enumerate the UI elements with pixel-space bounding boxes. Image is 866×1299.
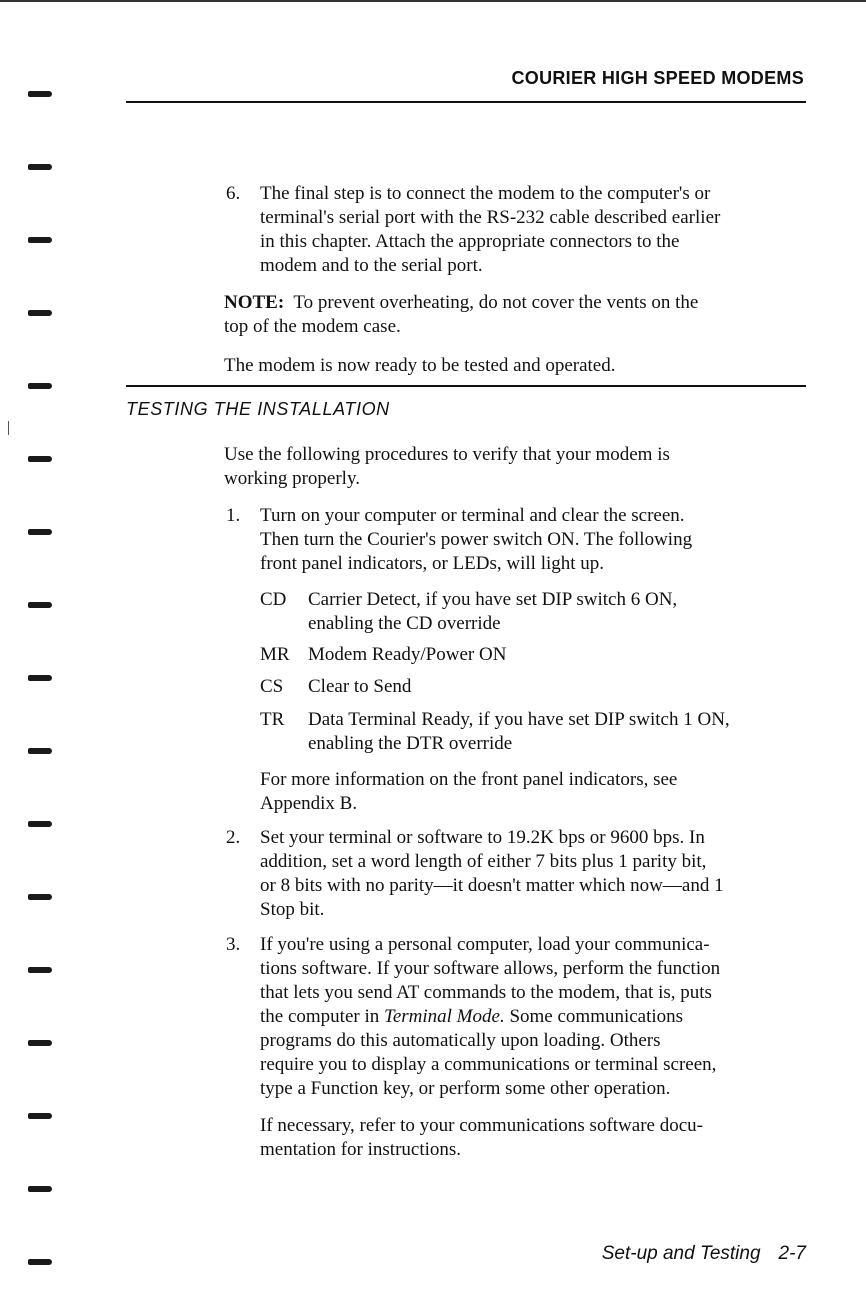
text-line: front panel indicators, or LEDs, will light up.: [260, 553, 605, 574]
step-number: 3.: [226, 934, 241, 955]
step-6-text: [260, 182, 720, 278]
text-line: The final step is to connect the modem to the computer's or: [260, 183, 711, 204]
page-footer: [602, 1243, 806, 1265]
text-line: top of the modem case.: [224, 316, 401, 337]
indicator-description: Modem Ready/Power ON: [308, 644, 507, 665]
step-number: 6.: [226, 183, 241, 204]
binder-mark: [28, 1259, 52, 1265]
binder-mark: [28, 529, 52, 535]
indicator-code: MR: [260, 644, 290, 665]
header-rule: [126, 101, 806, 103]
step-2-text: [260, 826, 724, 922]
indicator-code: TR: [260, 709, 285, 730]
text-line: tions software. If your software allows, perform the function: [260, 958, 721, 979]
text-line: mentation for instructions.: [260, 1139, 462, 1160]
text-line: require you to display a communications or terminal screen,: [260, 1054, 717, 1075]
text-run: the computer in: [260, 1006, 384, 1027]
page-number: 2-7: [778, 1243, 806, 1264]
binder-mark: [28, 91, 52, 97]
running-header: COURIER HIGH SPEED MODEMS: [511, 68, 804, 88]
text-line: If necessary, refer to your communications software docu-: [260, 1115, 703, 1136]
binder-mark: [28, 1186, 52, 1192]
text-line: If you're using a personal computer, load your communica-: [260, 934, 710, 955]
text-line: type a Function key, or perform some other operation.: [260, 1078, 671, 1099]
binder-mark: [28, 383, 52, 389]
text-line: Stop bit.: [260, 899, 325, 920]
step-number: 1.: [226, 505, 241, 526]
footer-section-name: Set-up and Testing: [601, 1243, 761, 1264]
note-label: NOTE:: [224, 292, 285, 313]
text-line: terminal's serial port with the RS-232 cable described earlier: [260, 207, 721, 228]
indicator-description: [308, 708, 730, 756]
text-line: Set your terminal or software to 19.2K bps or 9600 bps. In: [260, 827, 705, 848]
text-line: Then turn the Courier's power switch ON. The following: [260, 529, 693, 550]
binder-mark: [28, 967, 52, 973]
binder-mark: [28, 748, 52, 754]
scan-mark: [8, 421, 9, 435]
text-line: enabling the CD override: [308, 613, 501, 634]
binder-mark: [28, 1113, 52, 1119]
text-line: working properly.: [224, 468, 360, 489]
indicator-code: CD: [260, 589, 287, 610]
text-line: programs do this automatically upon loading. Others: [260, 1030, 661, 1051]
section-heading: TESTING THE INSTALLATION: [126, 399, 390, 419]
binder-mark: [28, 602, 52, 608]
note-text: To prevent overheating, do not cover the vents on the: [293, 292, 699, 313]
text-line: that lets you send AT commands to the modem, that is, puts: [260, 982, 712, 1003]
text-line: Appendix B.: [260, 793, 358, 814]
text-line: Use the following procedures to verify that your modem is: [224, 444, 670, 465]
binder-mark: [28, 456, 52, 462]
text-line: enabling the DTR override: [308, 733, 513, 754]
step-1-text: [260, 504, 692, 576]
binder-mark: [28, 164, 52, 170]
step-1-more: [260, 768, 677, 816]
page-top-edge: [0, 0, 866, 2]
ready-text: The modem is now ready to be tested and operated.: [224, 355, 616, 376]
note-block: [224, 291, 698, 339]
text-line: Data Terminal Ready, if you have set DIP switch 1 ON,: [308, 709, 730, 730]
text-line: For more information on the front panel indicators, see: [260, 769, 678, 790]
section-rule: [126, 385, 806, 387]
indicator-description: [308, 588, 677, 636]
step-3-text: [260, 933, 720, 1101]
indicator-code: CS: [260, 676, 284, 697]
emphasis-term: Terminal Mode.: [384, 1006, 505, 1027]
indicator-description: Clear to Send: [308, 676, 412, 697]
binder-mark: [28, 310, 52, 316]
binder-mark: [28, 821, 52, 827]
binder-mark: [28, 675, 52, 681]
binder-mark: [28, 237, 52, 243]
text-line: or 8 bits with no parity—it doesn't matter which now—and 1: [260, 875, 724, 896]
step-number: 2.: [226, 827, 241, 848]
text-line: Turn on your computer or terminal and clear the screen.: [260, 505, 685, 526]
binder-mark: [28, 1040, 52, 1046]
binder-mark: [28, 894, 52, 900]
section-lead: [224, 443, 670, 491]
text-run: Some communications: [504, 1006, 684, 1027]
text-line: [260, 1005, 720, 1029]
text-line: modem and to the serial port.: [260, 255, 483, 276]
text-line: [224, 291, 698, 315]
text-line: Carrier Detect, if you have set DIP switch 6 ON,: [308, 589, 678, 610]
step-3-more: [260, 1114, 703, 1162]
text-line: in this chapter. Attach the appropriate connectors to the: [260, 231, 680, 252]
text-line: addition, set a word length of either 7 bits plus 1 parity bit,: [260, 851, 707, 872]
